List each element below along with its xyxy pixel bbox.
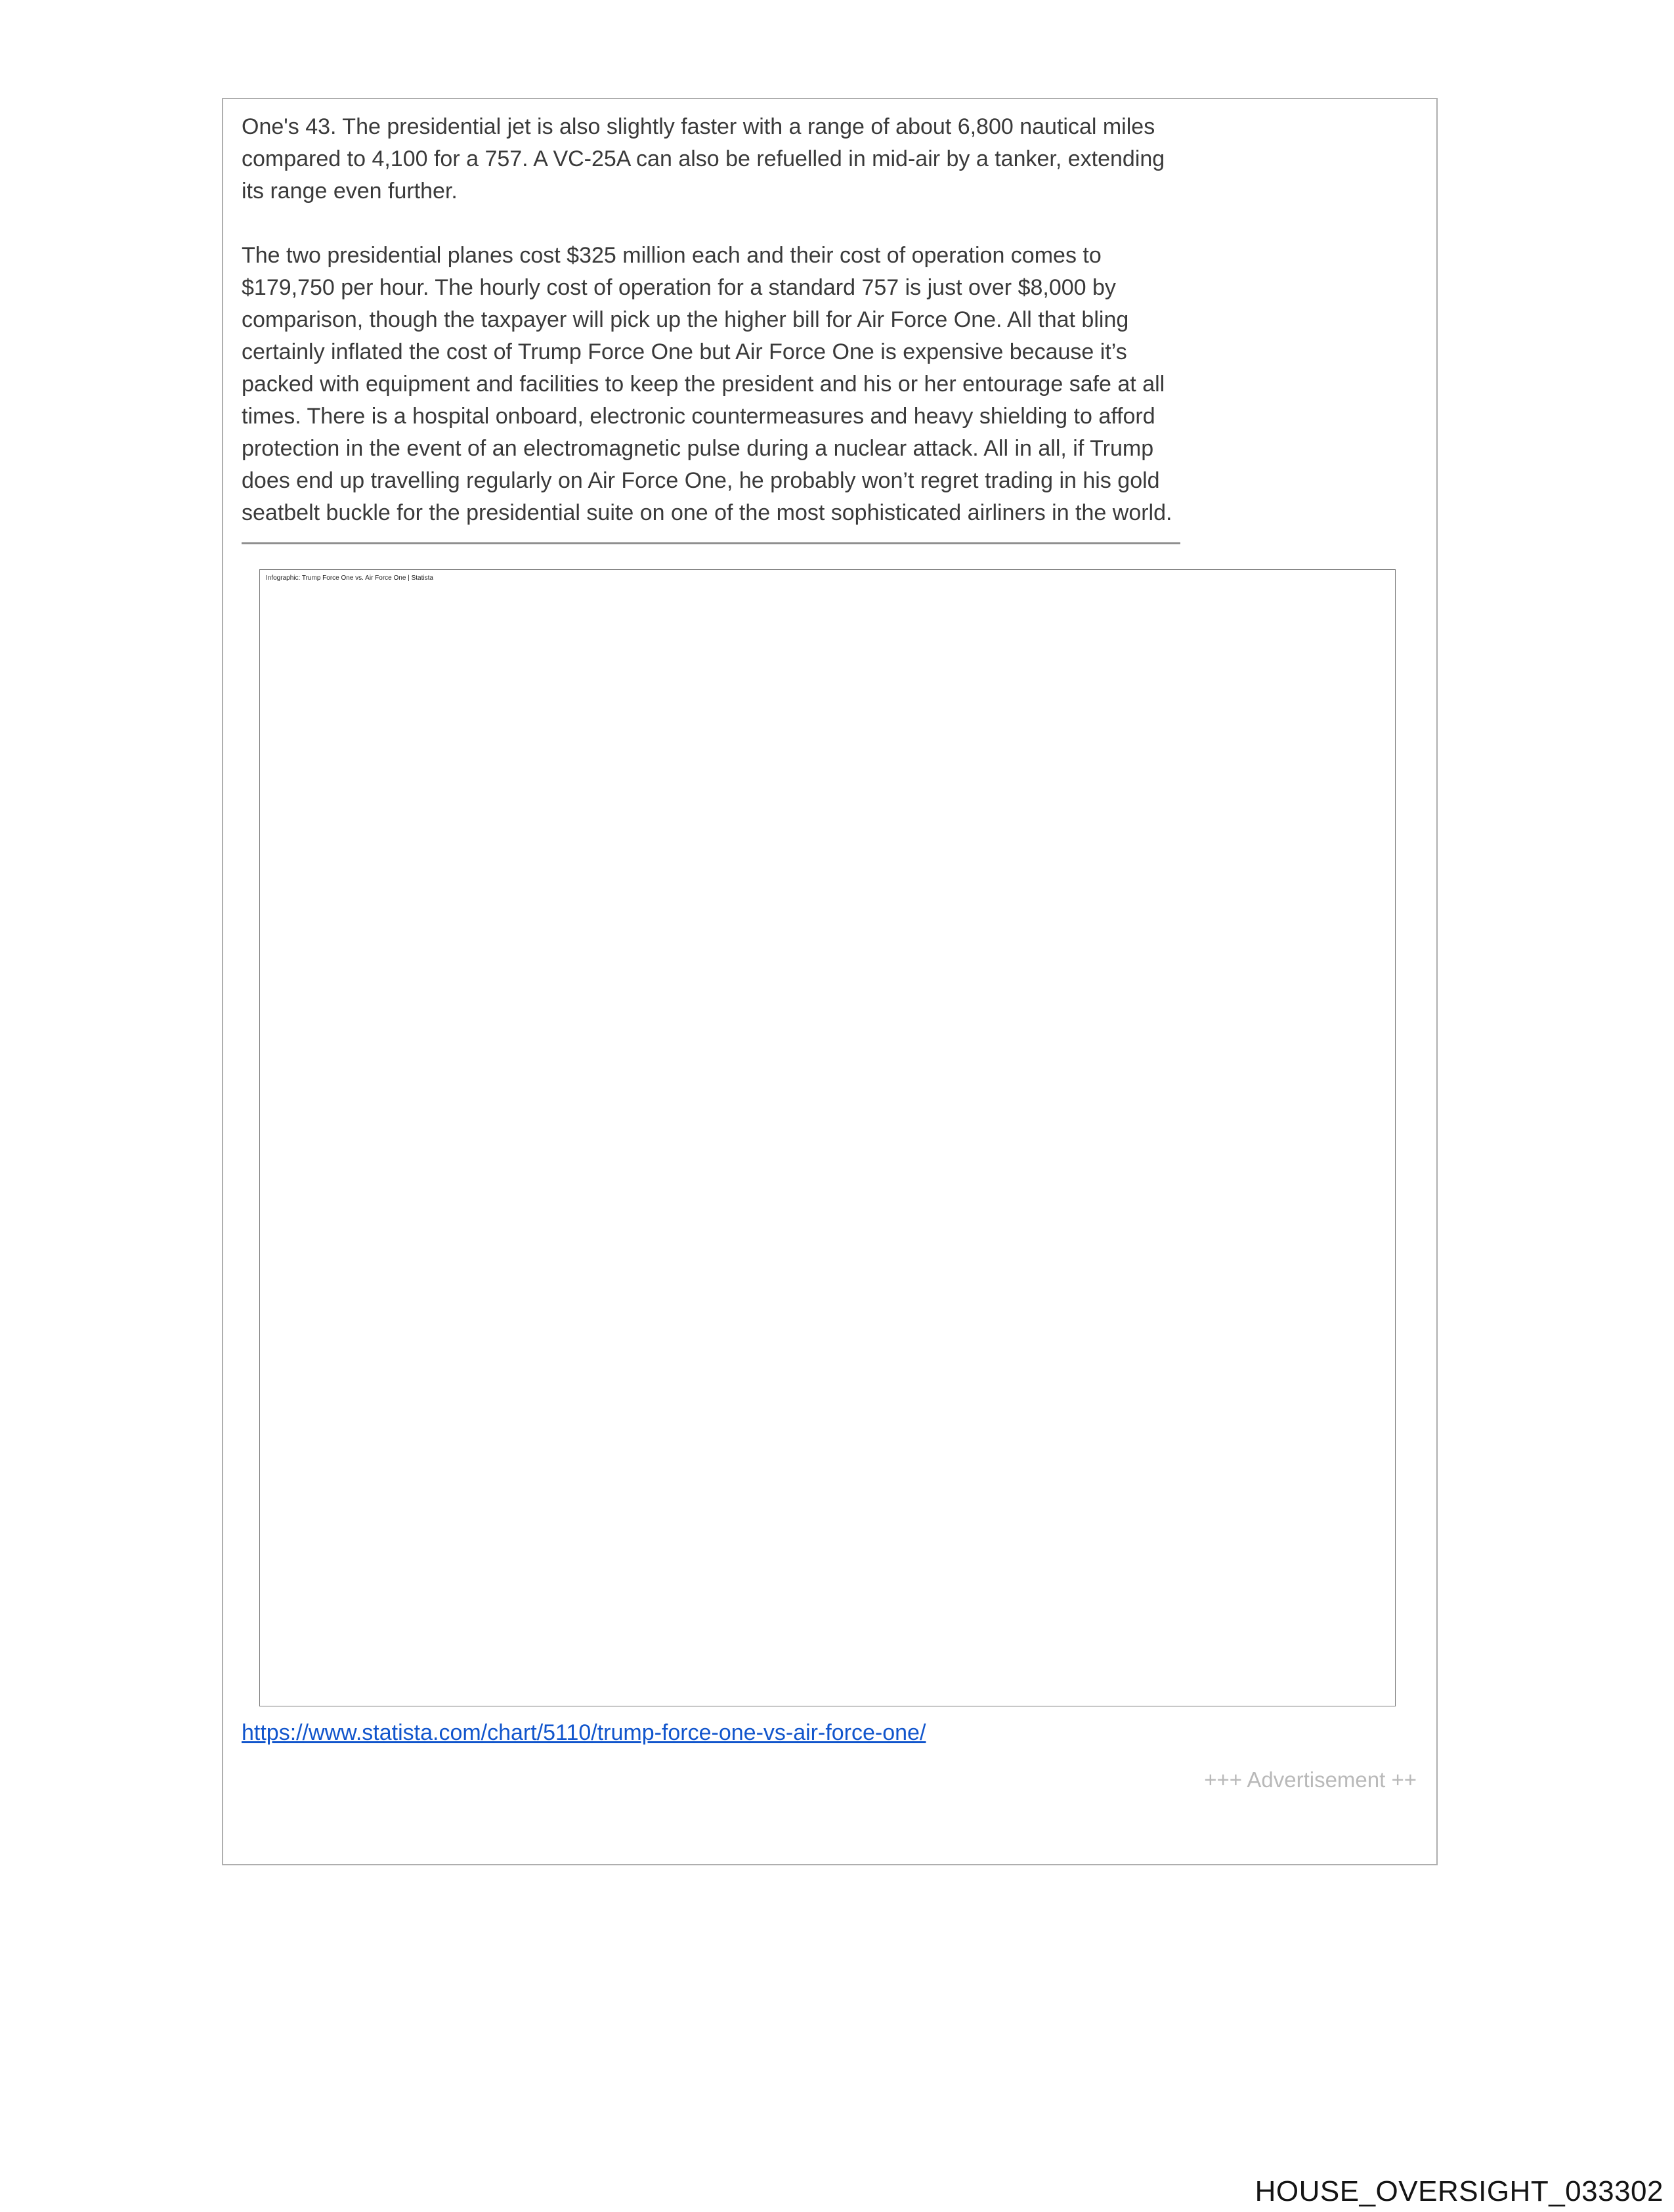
- article-paragraph: The two presidential planes cost $325 million each and their cost of operation comes to $179,750 per hour. The hourly cost of operation for a standard 757 is just over $8,000 by comparison, though the taxpayer will pick up the higher bill for Air Force One. All that bling certainly inflated the cost of Trump Force One but Air Force One is expensive because it’s packed with equipment and facilities to keep the president and his or her entourage safe at all times. There is a hospital onboard, electronic countermeasures and heavy shielding to afford protection in the event of an electromagnetic pulse during a nuclear attack. All in all, if Trump does end up travelling regularly on Air Force One, he probably won’t regret trading in his gold seatbelt buckle for the presidential suite on one of the most sophisticated airliners in the world.: [242, 243, 1172, 525]
- section-divider: [242, 542, 1180, 544]
- chart-image-placeholder: [259, 569, 1396, 1706]
- article-paragraph: One's 43. The presidential jet is also slightly faster with a range of about 6,800 nautical miles compared to 4,100 for a 757. A VC-25A can also be refuelled in mid-air by a tanker, extending its range even further.: [242, 114, 1165, 204]
- image-alt-text: Infographic: Trump Force One vs. Air Force One | Statista: [266, 575, 433, 582]
- article-body: [242, 111, 1418, 529]
- advertisement-label: +++ Advertisement ++: [1204, 1767, 1417, 1792]
- statista-chart-link[interactable]: https://www.statista.com/chart/5110/trump-force-one-vs-air-force-one/: [242, 1720, 926, 1745]
- email-content-frame: [222, 98, 1438, 1865]
- bates-number: HOUSE_OVERSIGHT_033302: [1255, 2175, 1663, 2207]
